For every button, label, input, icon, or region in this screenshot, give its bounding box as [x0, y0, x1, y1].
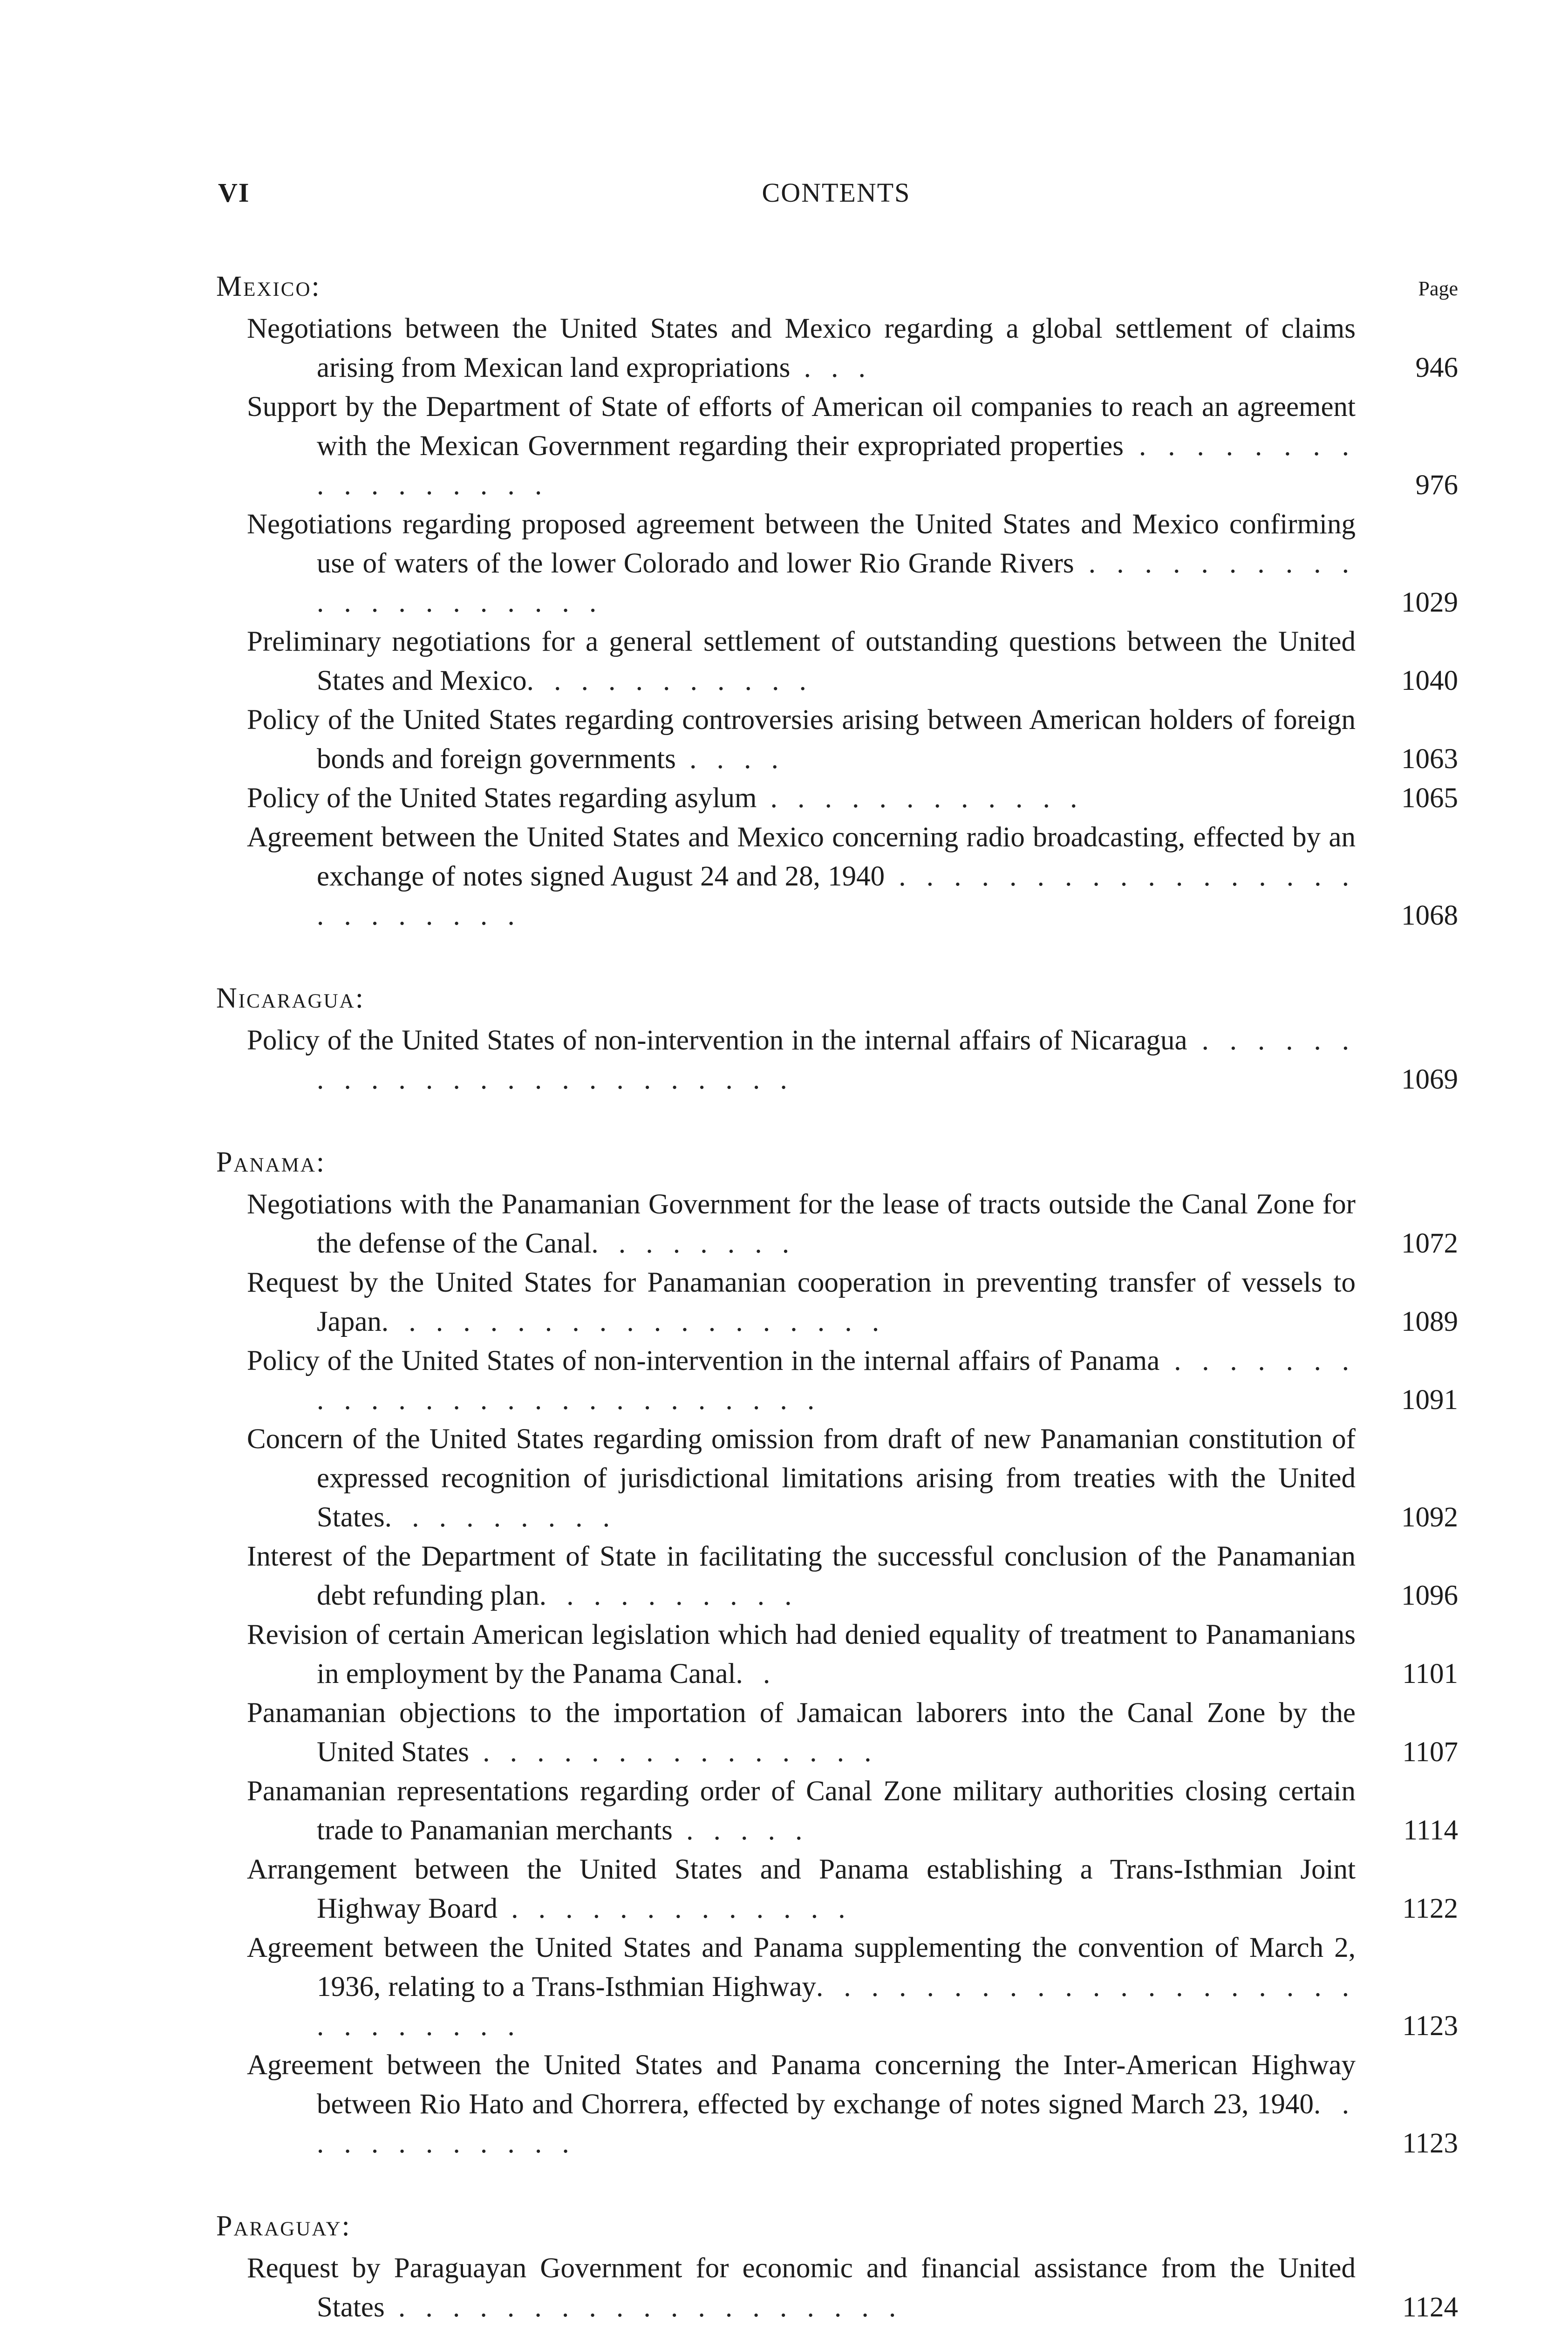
- dot-leader: . . . . .: [672, 1815, 809, 1846]
- toc-entry: [210, 309, 1463, 388]
- contents-section: [210, 982, 1463, 1099]
- dot-leader: . . . . . . . . . . . .: [317, 2089, 1356, 2159]
- toc-entry: [210, 505, 1463, 622]
- dot-leader: . . . . . . . .: [591, 1228, 796, 1259]
- toc-entry: [210, 1342, 1463, 1420]
- dot-leader: . . . . . . . . . .: [539, 1580, 798, 1611]
- toc-entry-title: Agreement between the United States and Mexico concerning radio broadcasting, effected by an exchange of notes signed August 24 and 28, 1940: [247, 822, 1356, 892]
- dot-leader: . . . . . . . . . . . . . . . . . . . . . . . . . .: [317, 1345, 1356, 1416]
- dot-leader: . . . . . . . . .: [384, 1502, 616, 1533]
- toc-page-number: 1029: [1401, 587, 1458, 618]
- toc-entry: [210, 2249, 1463, 2327]
- page-column-label: Page: [1418, 277, 1458, 300]
- dot-leader: . . . . . . . . . . . . . . . . . . . . . . . .: [317, 1025, 1356, 1095]
- dot-leader: . . . . . . . . . . . .: [757, 783, 1084, 814]
- toc-entry: [210, 1615, 1463, 1694]
- toc-entry-title: Preliminary negotiations for a general settlement of outstanding questions between the United States and Mexico: [247, 626, 1356, 696]
- section-name: Mexico:: [216, 271, 321, 302]
- toc-entry-title: Negotiations between the United States and Mexico regarding a global settlement of claims arising from Mexican land expropriations: [247, 313, 1356, 383]
- dot-leader: . . . . . . . . . . . . . . .: [469, 1737, 878, 1768]
- toc-page-number: 1063: [1401, 743, 1458, 775]
- toc-entry-title: Request by Paraguayan Government for economic and financial assistance from the United States: [247, 2253, 1356, 2323]
- contents-section: [210, 2210, 1463, 2327]
- toc-page-number: 1122: [1402, 1893, 1458, 1924]
- toc-page-number: 1072: [1401, 1228, 1458, 1259]
- toc-entry: [210, 1928, 1463, 2046]
- page-folio: VI: [218, 177, 250, 208]
- toc-entry-title: Request by the United States for Panamanian cooperation in preventing transfer of vessels to Japan: [247, 1267, 1356, 1337]
- contents-sections: [210, 270, 1463, 2329]
- toc-page-number: 1092: [1401, 1502, 1458, 1533]
- section-name: Paraguay:: [216, 2210, 351, 2242]
- toc-page-number: 1040: [1401, 665, 1458, 696]
- dot-leader: . . . . . . . . . . . . . . . . . . . . . . . . . . . .: [317, 1971, 1356, 2042]
- running-head-title: CONTENTS: [762, 177, 911, 208]
- dot-leader: . . . . . . . . . . .: [526, 665, 813, 696]
- toc-entry-title: Revision of certain American legislation which had denied equality of treatment to Panamanians in employment by the Panama Canal: [247, 1619, 1356, 1689]
- toc-entry: [210, 701, 1463, 779]
- toc-page-number: 1068: [1401, 900, 1458, 931]
- toc-entry: [210, 2046, 1463, 2163]
- toc-entry-title: Agreement between the United States and Panama supplementing the convention of March 2, 1936, relating to a Trans-Isthmian Highway: [247, 1932, 1356, 2002]
- toc-entry: [210, 1263, 1463, 1342]
- toc-entry-title: Policy of the United States of non-intervention in the internal affairs of Nicaragua: [247, 1025, 1187, 1056]
- dot-leader: . . .: [790, 352, 872, 383]
- toc-page-number: 1069: [1401, 1064, 1458, 1095]
- dot-leader: . . . .: [675, 743, 785, 775]
- dot-leader: . . . . . . . . . . . . . . . . . . . . . . . . .: [317, 861, 1356, 931]
- section-heading: [210, 270, 1463, 309]
- dot-leader: . . . . . . . . . . . . . . . . . . .: [384, 2292, 903, 2323]
- toc-page-number: 1065: [1401, 783, 1458, 814]
- toc-page-number: 1124: [1402, 2292, 1458, 2323]
- toc-page-number: 1101: [1402, 1658, 1458, 1689]
- toc-entry-title: Negotiations with the Panamanian Government for the lease of tracts outside the Canal Zone for the defense of the Canal: [247, 1189, 1356, 1259]
- section-heading: [210, 1146, 1463, 1185]
- toc-page-number: 1107: [1402, 1737, 1458, 1768]
- toc-entry-title: Negotiations regarding proposed agreement between the United States and Mexico confirming use of waters of the lower Colorado and lower Rio Grande Rivers: [247, 509, 1356, 579]
- toc-page-number: 1089: [1401, 1306, 1458, 1337]
- toc-entry: [210, 622, 1463, 701]
- toc-entry-title: Panamanian representations regarding order of Canal Zone military authorities closing certain trade to Panamanian merchants: [247, 1776, 1356, 1846]
- toc-entry-title: Policy of the United States of non-intervention in the internal affairs of Panama: [247, 1345, 1160, 1376]
- toc-page-number: 1114: [1403, 1815, 1458, 1846]
- contents-page: [210, 177, 1463, 2329]
- section-heading: [210, 982, 1463, 1021]
- dot-leader: . . . . . . . . . . . . . . . . .: [317, 430, 1356, 501]
- toc-entry: [210, 1021, 1463, 1099]
- toc-page-number: 1123: [1402, 2010, 1458, 2042]
- contents-section: [210, 1146, 1463, 2163]
- toc-entry-title: Interest of the Department of State in facilitating the successful conclusion of the Panamanian debt refunding plan: [247, 1541, 1356, 1611]
- toc-entry: [210, 1772, 1463, 1850]
- toc-entry: [210, 1694, 1463, 1772]
- toc-entry: [210, 1850, 1463, 1928]
- toc-page-number: 976: [1415, 470, 1458, 501]
- toc-entry: [210, 1537, 1463, 1615]
- section-name: Nicaragua:: [216, 982, 365, 1014]
- toc-page-number: 1091: [1401, 1384, 1458, 1416]
- toc-entry-title: Panamanian objections to the importation of Jamaican laborers into the Canal Zone by the United States: [247, 1697, 1356, 1768]
- toc-entry-title: Support by the Department of State of efforts of American oil companies to reach an agreement with the Mexican Government regarding their expropriated properties: [247, 391, 1356, 462]
- toc-entry: [210, 1185, 1463, 1263]
- dot-leader: . .: [736, 1658, 777, 1689]
- section-name: Panama:: [216, 1146, 326, 1178]
- toc-entry-title: Agreement between the United States and Panama concerning the Inter-American Highway between Rio Hato and Chorrera, effected by exchange of notes signed March 23, 1940: [247, 2050, 1356, 2120]
- toc-entry: [210, 779, 1463, 818]
- toc-page-number: 946: [1415, 352, 1458, 383]
- toc-page-number: 1123: [1402, 2128, 1458, 2159]
- running-head: [210, 177, 1463, 219]
- toc-entry: [210, 818, 1463, 935]
- section-heading: [210, 2210, 1463, 2249]
- toc-entry-title: Concern of the United States regarding omission from draft of new Panamanian constitution of expressed recognition of jurisdictional limitations arising from treaties with the United States: [247, 1423, 1356, 1533]
- dot-leader: . . . . . . . . . . . . . . . . . . . . .: [317, 548, 1356, 618]
- toc-entry: [210, 388, 1463, 505]
- dot-leader: . . . . . . . . . . . . .: [497, 1893, 852, 1924]
- toc-page-number: 1096: [1401, 1580, 1458, 1611]
- dot-leader: . . . . . . . . . . . . . . . . . . .: [381, 1306, 886, 1337]
- toc-entry: [210, 1420, 1463, 1537]
- toc-entry-title: Arrangement between the United States and Panama establishing a Trans-Isthmian Joint Highway Board: [247, 1854, 1356, 1924]
- toc-entry-title: Policy of the United States regarding controversies arising between American holders of foreign bonds and foreign governments: [247, 704, 1356, 775]
- toc-entry-title: Policy of the United States regarding asylum: [247, 783, 757, 814]
- contents-section: [210, 270, 1463, 935]
